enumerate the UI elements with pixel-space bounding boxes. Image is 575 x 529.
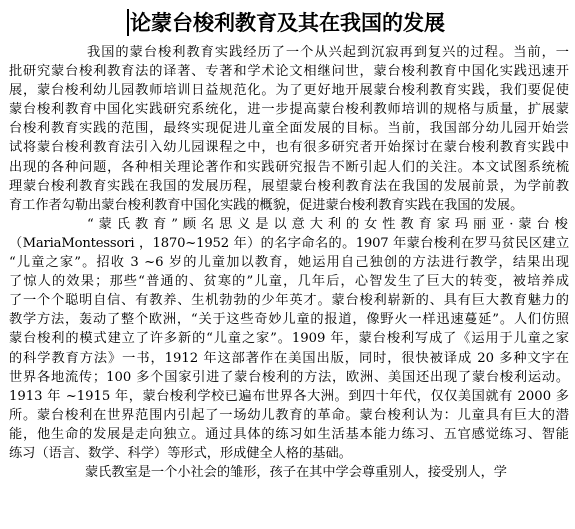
text-line: 蒙台梭利教育中国化实践研究系统化，进一步提高蒙台梭利教师培训的规格与质量，扩展蒙 — [9, 102, 569, 118]
text-line: （MariaMontessori ，1870~1952 年）的名字命名的。1907 年蒙台梭利在罗马贫民区建立 — [9, 235, 569, 251]
document-title: 论蒙台梭利教育及其在我国的发展 — [130, 10, 445, 35]
text-line: “蒙氏教育”顾名思义是以意大利的女性教育家玛丽亚·蒙台梭 — [87, 216, 569, 232]
text-line: 1913 年 ~1915 年，蒙台梭利学校已遍布世界各大洲。到四十年代，仅仅美国就有 2000 多 — [9, 388, 569, 404]
text-line: 出现的各种问题，各种相关理论著作和实践研究报告不断引起人们的关注。本文试图系统梳 — [9, 159, 569, 175]
text-line: 世界各地流传；100 多个国家引进了蒙台梭利的方法，欧洲、美国还出现了蒙台梭利运动。 — [9, 369, 569, 385]
text-line: 了一个个聪明自信、有教养、生机勃勃的少年英才。蒙台梭利崭新的、具有巨大教育魅力的 — [9, 293, 569, 309]
text-line: 的科学教育方法》一书，1912 年这部著作在美国出版，同时，很快被译成 20 多种文字在 — [9, 350, 569, 366]
text-line: 教学方法，轰动了整个欧洲，“关于这些奇妙儿童的报道，像野火一样迅速蔓延”。人们仿照 — [9, 312, 569, 328]
text-line: 批研究蒙台梭利教育法的译著、专著和学术论文相继问世，蒙台梭利教育中国化实践迅速开 — [9, 64, 569, 80]
text-line: 了惊人的效果；那些“普通的、贫寒的”儿童，几年后，心智发生了巨大的转变，被培养成 — [9, 274, 569, 290]
text-line: 蒙氏教室是一个小社会的雏形，孩子在其中学会尊重别人，接受别人，学 — [85, 465, 507, 481]
text-cursor — [127, 9, 129, 36]
text-line: 蒙台梭利的模式建立了许多新的“儿童之家”。1909 年，蒙台梭利写成了《运用于儿童之家 — [9, 331, 569, 347]
text-line: 展，蒙台梭利幼儿园教师培训日益规范化。为了更好地开展蒙台梭利教育实践，我们要促使 — [9, 83, 569, 99]
text-line: 试将蒙台梭利教育法引入幼儿园课程之中，也有很多研究者开始探讨在蒙台梭利教育实践中 — [9, 140, 569, 156]
document-body — [9, 43, 569, 482]
text-line: 练习（语言、数学、科学）等形式，形成健全人格的基础。 — [9, 445, 352, 461]
text-line: 台梭利教育实践的范围，最终实现促进儿童全面发展的目标。当前，我国部分幼儿园开始尝 — [9, 121, 569, 137]
text-line: 我国的蒙台梭利教育实践经历了一个从兴起到沉寂再到复兴的过程。当前，一 — [87, 45, 569, 60]
text-line: 理蒙台梭利教育实践在我国的发展历程，展望蒙台梭利教育法在我国的发展前景，为学前教 — [9, 178, 569, 194]
text-line: 能，他生命的发展是走向独立。通过具体的练习如生活基本能力练习、五官感觉练习、智能 — [9, 426, 569, 442]
text-line: 所。蒙台梭利在世界范围内引起了一场幼儿教育的革命。蒙台梭利认为：儿童具有巨大的潜 — [9, 407, 569, 423]
text-line: “儿童之家”。招收 3 ~6 岁的儿童加以教育，她运用自己独创的方法进行教学，结果出现 — [9, 255, 569, 271]
text-line: 育工作者勾勒出蒙台梭利教育中国化实践的概貌，促进蒙台梭利教育实践在我国的发展。 — [9, 197, 524, 213]
